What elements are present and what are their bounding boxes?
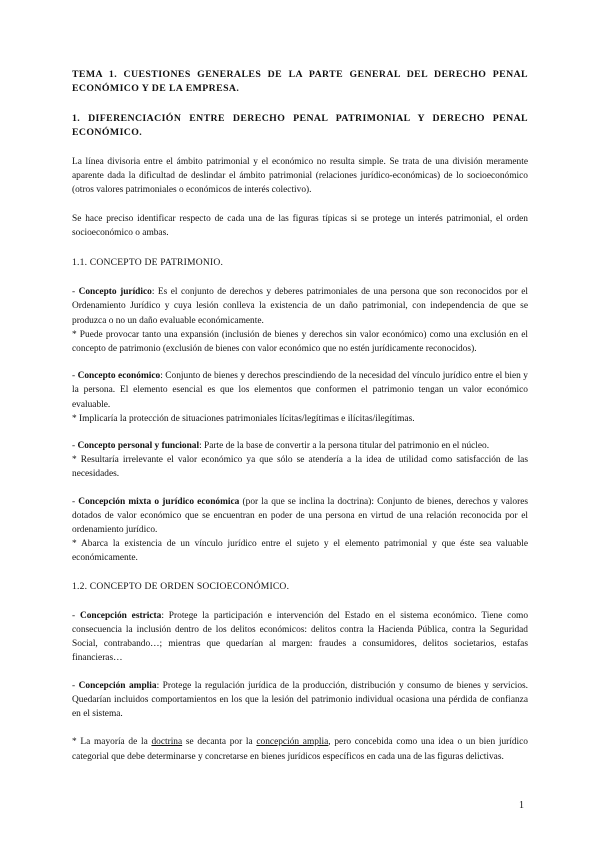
concepcion-estricta-lead: Concepción estricta xyxy=(79,610,162,621)
concepcion-mixta-definition: - Concepción mixta o jurídico económica (por la que se inclina la doctrina): Conjunto de bienes, derechos y valores dotados de valor económico que se encuentran en poder de una persona en virtud de una relación reconocida por el ordenamiento jurídico. xyxy=(72,496,529,536)
concepcion-amplia-block xyxy=(72,679,528,722)
final-note-part-a: * La mayoría de la xyxy=(72,737,152,748)
concepto-juridico-text: : Es el conjunto de derechos y deberes patrimoniales de una persona que son reconocidos por el Ordenamiento Jurídico y cuya lesión conlleva la existencia de un daño patrimonial, con independencia de que se produzca o no un daño evaluable económicamente. xyxy=(72,287,529,326)
concepto-economico-block xyxy=(72,369,528,426)
concepto-personal-definition: - Concepto personal y funcional: Parte de la base de convertir a la persona titular del patrimonio en el núcleo. xyxy=(72,441,490,452)
concepcion-estricta-text: : Protege la participación e intervención del Estado en el sistema económico. Tiene como consecuencia la inclusión dentro de los delitos económicos: delitos contra la Hacienda Pública, contra la Seguridad Social, contrabando…; mientras que quedarían al margen: fraudes a consumidores, delitos societarios, estafas financieras… xyxy=(72,610,529,664)
concepto-economico-lead: Concepto económico xyxy=(77,371,161,382)
concepcion-mixta-note: * Abarca la existencia de un vínculo jurídico entre el sujeto y el elemento patrimonial y que éste sea valuable económicamente. xyxy=(72,539,528,564)
concepto-juridico-note: * Puede provocar tanto una expansión (inclusión de bienes y derechos sin valor económico) como una exclusión en el concepto de patrimonio (exclusión de bienes con valor económico que no estén jurídicamente reconocidos). xyxy=(72,329,528,355)
concepto-economico-text: : Conjunto de bienes y derechos prescindiendo de la necesidad del vínculo jurídico entre el bien y la persona. El elemento esencial es que los elementos que conformen el patrimonio tengan un valor económico evaluable. xyxy=(72,371,528,410)
concepto-personal-block xyxy=(72,439,528,482)
concepto-juridico-block xyxy=(72,285,528,356)
concepcion-amplia-definition: - Concepción amplia: Protege la regulación jurídica de la producción, distribución y consumo de bienes y servicios. Quedarían incluidos comportamientos en los que la lesión del patrimonio individual ocasiona una pérdida de confianza en el sistema. xyxy=(72,680,529,720)
concepcion-amplia-lead: Concepción amplia xyxy=(78,680,157,691)
section-1-paragraph-1: La línea divisoria entre el ámbito patrimonial y el económico no resulta simple. Se trata de una división meramente aparente dada la dificultad de deslindar el ámbito patrimonial (relaciones jurídico-económicas) de lo socioeconómico (otros valores patrimoniales o económicos de interés colectivo). xyxy=(72,157,528,196)
page-number: 1 xyxy=(519,800,524,811)
concepto-personal-note: * Resultaría irrelevante el valor económico ya que sólo se atendería a la idea de utilidad como satisfacción de las necesidades. xyxy=(72,455,528,480)
concepto-personal-text: : Parte de la base de convertir a la persona titular del patrimonio en el núcleo. xyxy=(199,441,490,452)
concepcion-mixta-block xyxy=(72,495,528,566)
section-1-paragraph-2: Se hace preciso identificar respecto de cada una de las figuras típicas si se protege un interés patrimonial, el orden socioeconómico o ambas. xyxy=(72,213,528,238)
final-note-doctrina: doctrina xyxy=(151,737,183,748)
concepcion-estricta-block xyxy=(72,609,528,666)
document-title: TEMA 1. CUESTIONES GENERALES DE LA PARTE GENERAL DEL DERECHO PENAL ECONÓMICO Y DE LA EMPRESA. xyxy=(72,69,528,94)
subsection-1-1-heading: 1.1. CONCEPTO DE PATRIMONIO. xyxy=(72,257,224,269)
section-1-heading: 1. DIFERENCIACIÓN ENTRE DERECHO PENAL PATRIMONIAL Y DERECHO PENAL ECONÓMICO. xyxy=(72,113,528,138)
concepcion-amplia-text: : Protege la regulación jurídica de la producción, distribución y consumo de bienes y servicios. Quedarían incluidos comportamientos en los que la lesión del patrimonio individual ocasiona una pérdida de confianza en el sistema. xyxy=(72,680,529,720)
concepcion-mixta-lead: Concepción mixta o jurídico económica xyxy=(78,496,240,507)
concepcion-estricta-definition: - Concepción estricta: Protege la participación e intervención del Estado en el sistema económico. Tiene como consecuencia la inclusión dentro de los delitos económicos: delitos contra la Hacienda Pública, contra la Seguridad Social, contrabando…; mientras que quedarían al margen: fraudes a consumidores, delitos societarios, estafas financieras… xyxy=(72,610,529,664)
subsection-1-2-heading: 1.2. CONCEPTO DE ORDEN SOCIOECONÓMICO. xyxy=(72,580,290,592)
concepcion-mixta-text: (por la que se inclina la doctrina): Conjunto de bienes, derechos y valores dotados de valor económico que se encuentran en poder de una persona en virtud de una relación reconocida por el ordenamiento jurídico. xyxy=(72,496,529,536)
concepto-economico-definition: - Concepto económico: Conjunto de bienes y derechos prescindiendo de la necesidad del vínculo jurídico entre el bien y la persona. El elemento esencial es que los elementos que conformen el patrimonio tengan un valor económico evaluable. xyxy=(72,371,528,410)
concepto-juridico-lead: Concepto jurídico xyxy=(78,287,152,298)
concepto-juridico-definition: - Concepto jurídico: Es el conjunto de derechos y deberes patrimoniales de una persona que son reconocidos por el Ordenamiento Jurídico y cuya lesión conlleva la existencia de un daño patrimonial, con independencia de que se produzca o no un daño evaluable económicamente. xyxy=(72,287,529,326)
concepto-personal-lead: Concepto personal y funcional xyxy=(77,441,200,452)
final-note-concepcion-amplia: concepción amplia xyxy=(256,737,329,748)
final-note xyxy=(72,735,528,763)
document-page xyxy=(72,68,528,764)
final-note-part-b: se decanta por la xyxy=(182,737,257,748)
final-note-part-c: , pero concebida como una idea o un bien jurídico categorial que debe determinarse y concretarse en bienes jurídicos específicos en cada una de las figuras delictivas. xyxy=(72,737,528,762)
concepto-economico-note: * Implicaría la protección de situaciones patrimoniales lícitas/legítimas e ilícitas/ilegítimas. xyxy=(72,413,415,424)
